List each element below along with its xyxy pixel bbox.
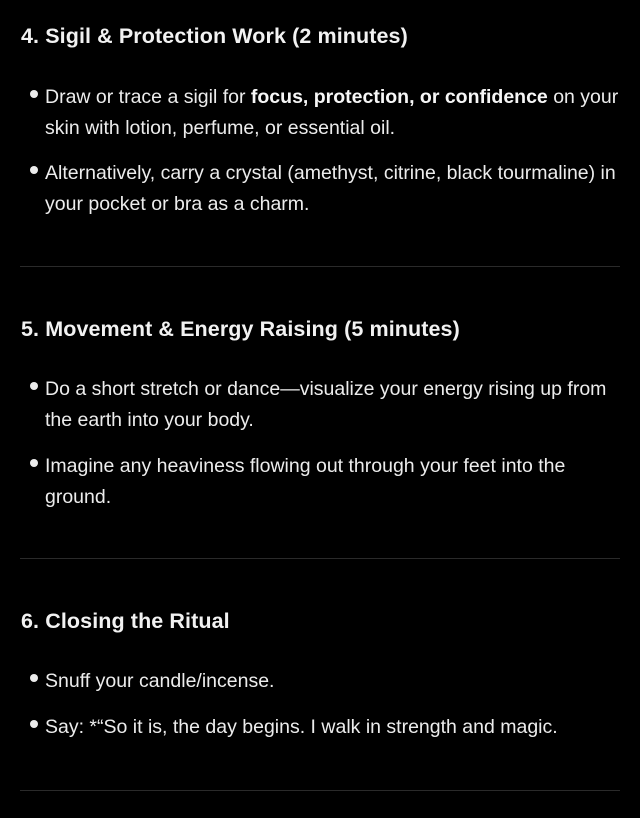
section-divider [20,790,620,791]
bullet-text-bold: focus, protection, or confidence [250,86,548,108]
bullet-text-before: Draw or trace a sigil for [45,86,251,108]
bullet-dot-icon [30,459,38,467]
section-heading: 4. Sigil & Protection Work (2 minutes) [21,24,408,48]
bullet-dot-icon [30,720,38,728]
bullet-text: Imagine any heaviness flowing out through your feet into the ground. [45,455,566,508]
bullet-text: Snuff your candle/incense. [45,670,275,692]
section-divider [20,266,620,267]
bullet-dot-icon [30,674,38,682]
section-heading: 5. Movement & Energy Raising (5 minutes) [21,317,460,341]
bullet-dot-icon [30,382,38,390]
bullet-dot-icon [30,90,38,98]
section-heading: 6. Closing the Ritual [21,609,230,633]
bullet-dot-icon [30,166,38,174]
bullet-text-after: on your skin with lotion, perfume, or essential oil. [45,86,619,139]
bullet-text: Alternatively, carry a crystal (amethyst, citrine, black tourmaline) in your pocket or bra as a charm. [45,162,616,215]
bullet-text: Say: *“So it is, the day begins. I walk in strength and magic. [45,716,558,738]
bullet-text [45,82,630,144]
section-divider [20,558,620,559]
bullet-text: Do a short stretch or dance—visualize your energy rising up from the earth into your body. [45,378,607,431]
